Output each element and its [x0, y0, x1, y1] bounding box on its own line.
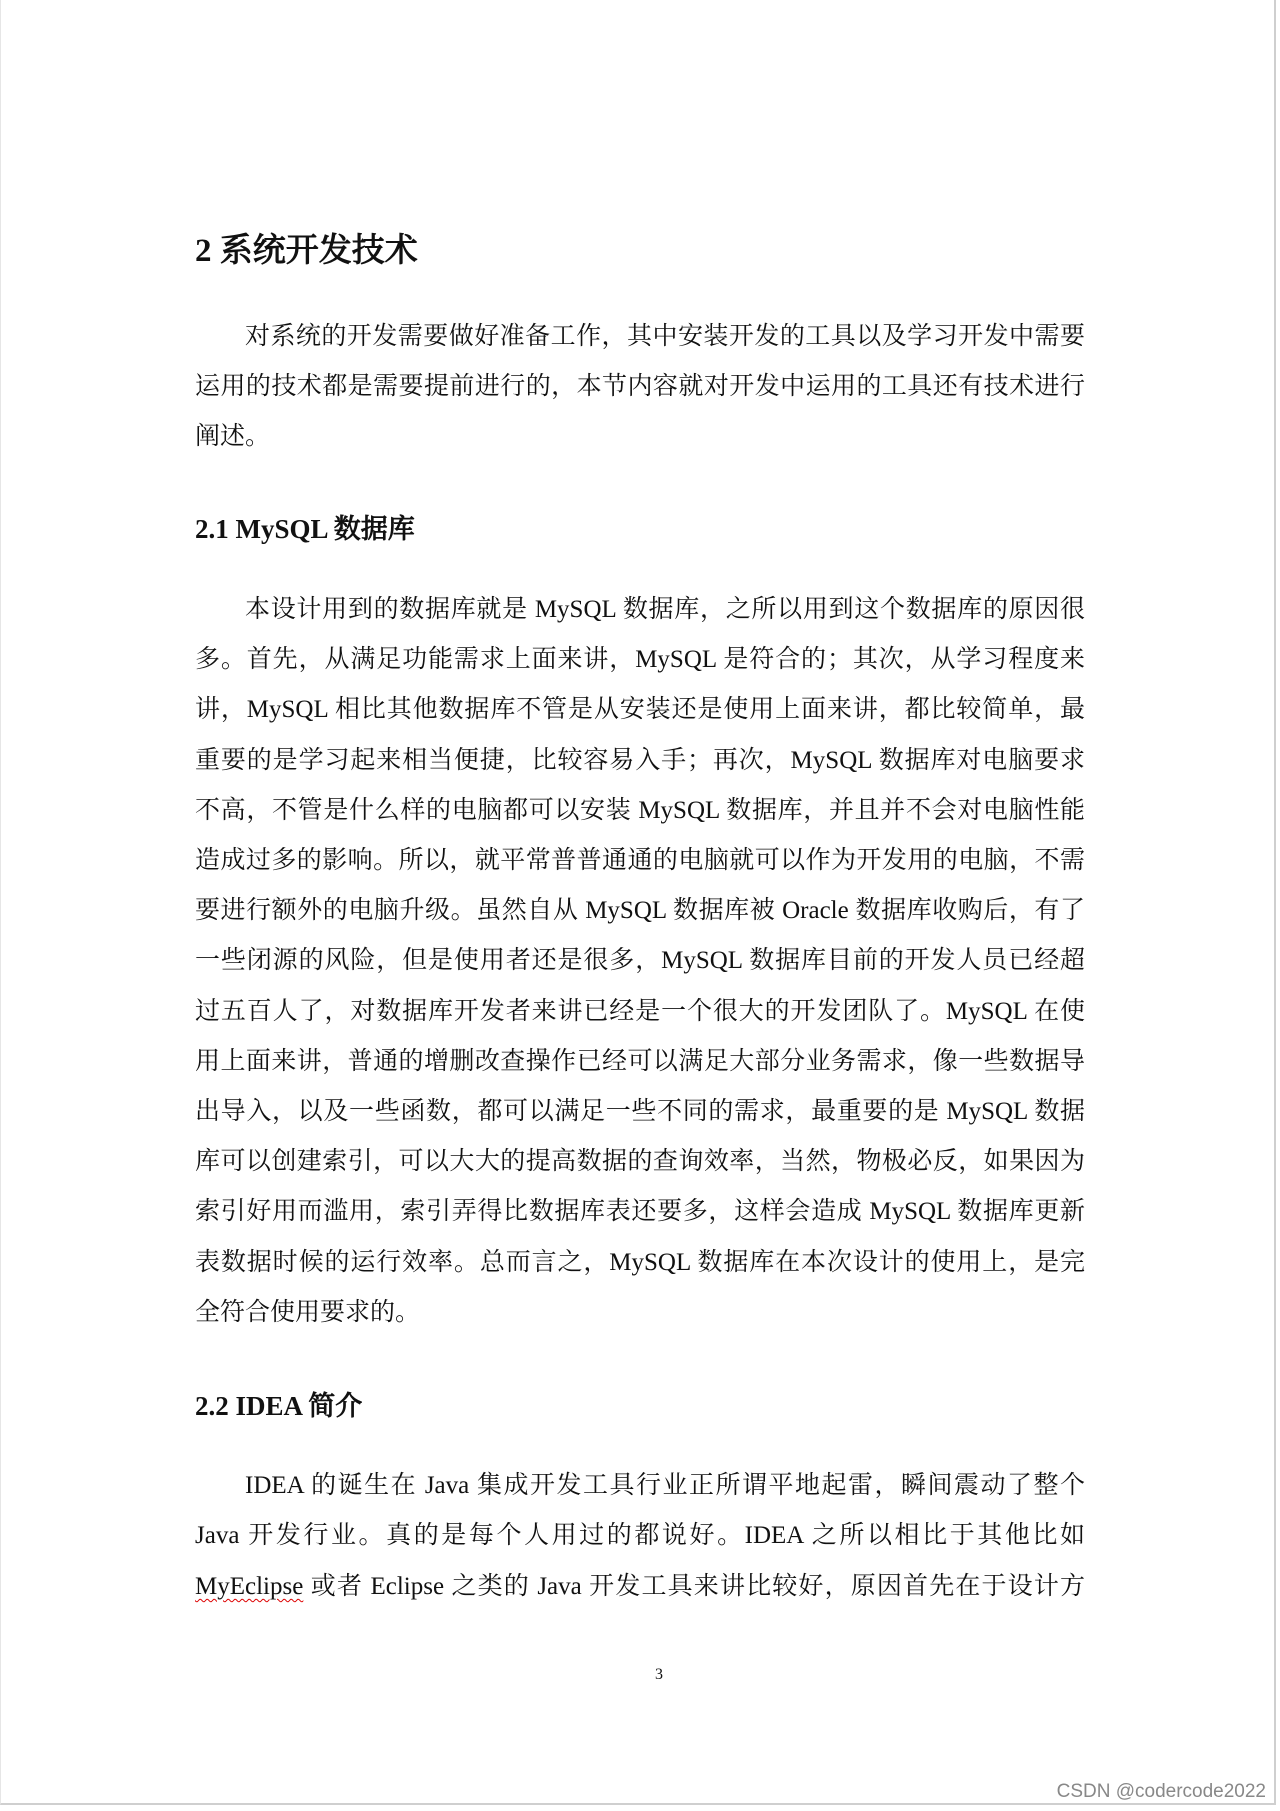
paragraph-line: 阐述。	[195, 423, 271, 450]
paragraph-line: 全符合使用要求的。	[195, 1298, 421, 1326]
section-heading-idea: 2.2 IDEA 简介	[195, 1391, 363, 1421]
paragraph-line: IDEA 的诞生在 Java 集成开发工具行业正所谓平地起雷，瞬间震动了整个	[245, 1472, 1085, 1499]
paragraph-line: 出导入，以及一些函数，都可以满足一些不同的需求，最重要的是 MySQL 数据	[195, 1098, 1085, 1125]
paragraph-line: 索引好用而滥用，索引弄得比数据库表还要多，这样会造成 MySQL 数据库更新	[195, 1198, 1085, 1226]
page-number: 3	[655, 1666, 663, 1683]
section-heading-mysql: 2.1 MySQL 数据库	[195, 514, 415, 544]
paragraph-line: 多。首先，从满足功能需求上面来讲，MySQL 是符合的；其次，从学习程度来	[195, 646, 1085, 674]
paragraph-line: 过五百人了，对数据库开发者来讲已经是一个很大的开发团队了。MySQL 在使	[195, 997, 1085, 1025]
paragraph-line: 重要的是学习起来相当便捷，比较容易入手；再次，MySQL 数据库对电脑要求	[195, 746, 1085, 774]
line-text: 或者 Eclipse 之类的 Java 开发工具来讲比较好，原因首先在于设计方	[303, 1573, 1085, 1600]
paragraph-line: 对系统的开发需要做好准备工作，其中安装开发的工具以及学习开发中需要	[245, 323, 1085, 350]
paragraph-line: 用上面来讲，普通的增删改查操作已经可以满足大部分业务需求，像一些数据导	[195, 1047, 1085, 1075]
paragraph-line	[195, 1570, 1085, 1604]
paragraph-line: 本设计用到的数据库就是 MySQL 数据库，之所以用到这个数据库的原因很	[245, 596, 1085, 623]
chapter-heading: 2 系统开发技术	[195, 233, 418, 269]
paragraph-line: 不高，不管是什么样的电脑都可以安装 MySQL 数据库，并且并不会对电脑性能	[195, 796, 1085, 824]
paragraph-line: 讲，MySQL 相比其他数据库不管是从安装还是使用上面来讲，都比较简单，最	[195, 696, 1085, 724]
watermark: CSDN @codercode2022	[1056, 1781, 1266, 1802]
paragraph-line: 要进行额外的电脑升级。虽然自从 MySQL 数据库被 Oracle 数据库收购后，有了	[195, 897, 1085, 925]
paragraph-line: Java 开发行业。真的是每个人用过的都说好。IDEA 之所以相比于其他比如	[195, 1522, 1085, 1549]
paragraph-line: 表数据时候的运行效率。总而言之，MySQL 数据库在本次设计的使用上，是完	[195, 1248, 1085, 1276]
paragraph-line: 库可以创建索引，可以大大的提高数据的查询效率，当然，物极必反，如果因为	[195, 1148, 1085, 1176]
paragraph-line: 运用的技术都是需要提前进行的，本节内容就对开发中运用的工具还有技术进行	[195, 373, 1085, 400]
paragraph-line: 一些闭源的风险，但是使用者还是很多，MySQL 数据库目前的开发人员已经超	[195, 947, 1085, 975]
spellcheck-word: MyEclipse	[195, 1573, 304, 1600]
paragraph-line: 造成过多的影响。所以，就平常普普通通的电脑就可以作为开发用的电脑，不需	[195, 847, 1085, 874]
